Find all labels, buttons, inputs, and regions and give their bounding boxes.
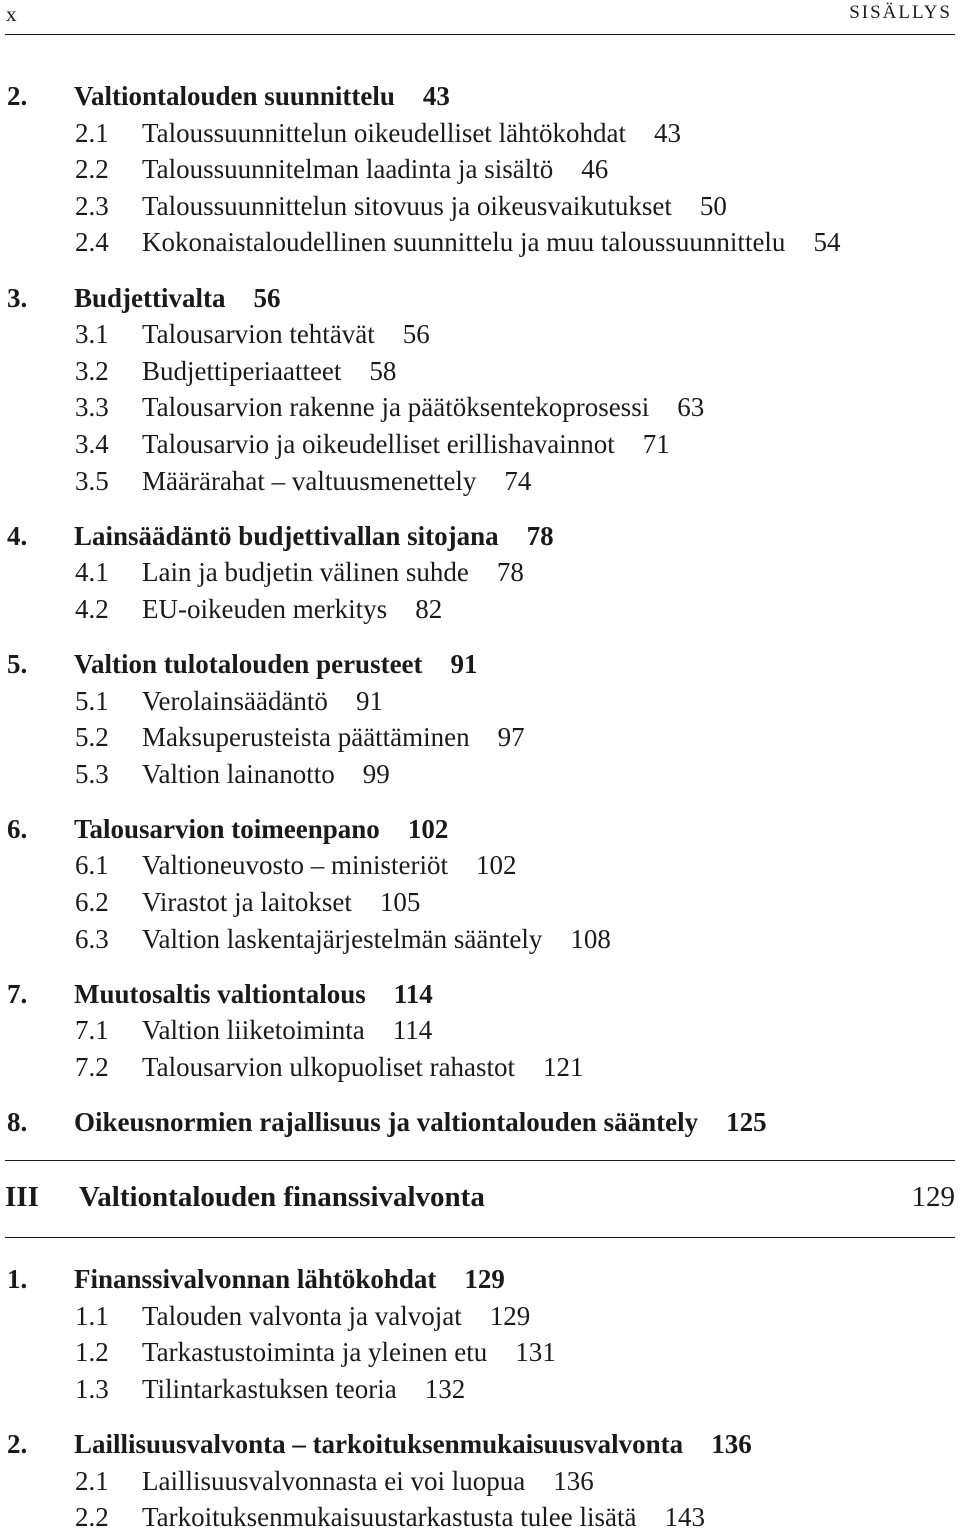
part-page: 129	[911, 1181, 955, 1213]
section-entry-number: 6.1	[75, 850, 109, 881]
chapter-entry-page: 43	[422, 81, 450, 111]
section-entry-page: 91	[355, 685, 383, 716]
chapter-entry-title: Valtion tulotalouden perusteet	[74, 648, 423, 679]
section-entry	[75, 317, 430, 351]
section-entry-title: Lain ja budjetin välinen suhde	[142, 557, 469, 588]
chapter-entry-number: 4.	[7, 520, 28, 551]
section-entry	[75, 427, 670, 461]
chapter-entry-title: Budjettivalta	[74, 282, 226, 313]
chapter-entry-number: 3.	[7, 282, 28, 313]
section-entry-number: 3.4	[75, 428, 109, 459]
chapter-entry-page: 91	[450, 648, 478, 679]
chapter-entry-title: Lainsäädäntö budjettivallan sitojana	[74, 520, 499, 551]
section-entry	[75, 1500, 705, 1534]
section-entry-page: 143	[664, 1502, 705, 1533]
section-entry-title: Maksuperusteista päättäminen	[142, 722, 470, 753]
chapter-entry-page: 136	[711, 1428, 752, 1459]
section-entry-page: 105	[379, 887, 421, 917]
section-entry-page: 58	[369, 355, 397, 386]
section-entry-title: Valtion lainanotto	[142, 758, 335, 789]
chapter-entry-page: 102	[407, 813, 449, 844]
section-entry	[75, 1299, 530, 1333]
section-entry-title: Laillisuusvalvonnasta ei voi luopua	[142, 1465, 526, 1496]
section-entry-number: 2.1	[75, 1465, 109, 1496]
section-entry-page: 50	[699, 190, 727, 221]
section-entry-page: 74	[504, 465, 532, 496]
section-entry-title: Tilintarkastuksen teoria	[142, 1373, 397, 1404]
section-entry	[75, 592, 442, 626]
page-number: x	[6, 2, 18, 26]
section-entry	[75, 189, 727, 223]
section-entry-number: 6.3	[75, 923, 109, 954]
section-entry-page: 131	[515, 1337, 556, 1368]
section-entry-number: 3.2	[75, 355, 109, 386]
section-entry-title: Kokonaistaloudellinen suunnittelu ja muu taloussuunnittelu	[142, 227, 786, 258]
section-entry-page: 108	[570, 923, 611, 954]
section-entry-number: 5.3	[75, 758, 109, 789]
section-entry	[75, 922, 611, 956]
section-entry-title: Taloussuunnittelun oikeudelliset lähtökohdat	[142, 117, 627, 148]
section-entry-title: Tarkastustoiminta ja yleinen etu	[142, 1337, 488, 1368]
chapter-entry-page: 114	[393, 978, 433, 1009]
section-entry	[75, 1013, 432, 1047]
section-entry-title: Talousarvion tehtävät	[142, 319, 375, 350]
section-entry	[75, 885, 420, 919]
chapter-entry-number: 1.	[7, 1264, 28, 1294]
section-entry-page: 78	[496, 557, 524, 588]
chapter-entry-page: 56	[253, 282, 281, 313]
section-entry-page: 82	[415, 593, 443, 624]
section-entry	[75, 225, 840, 259]
part-title: Valtiontalouden finanssivalvonta	[79, 1181, 485, 1213]
section-entry	[75, 1335, 556, 1369]
chapter-entry-title: Finanssivalvonnan lähtökohdat	[74, 1264, 437, 1294]
section-entry	[75, 555, 524, 589]
section-entry	[75, 757, 390, 791]
section-entry-number: 2.1	[75, 117, 109, 148]
section-entry-title: Tarkoituksenmukaisuustarkastusta tulee lisätä	[142, 1502, 637, 1533]
section-entry-title: Taloussuunnitelman laadinta ja sisältö	[142, 154, 554, 185]
section-entry-page: 121	[543, 1051, 584, 1082]
section-entry-number: 5.2	[75, 722, 109, 753]
section-entry	[75, 152, 608, 186]
section-entry-title: Budjettiperiaatteet	[142, 355, 342, 386]
chapter-entry-title: Muutosaltis valtiontalous	[74, 978, 366, 1009]
section-entry	[75, 116, 681, 150]
chapter-entry-number: 8.	[7, 1107, 28, 1137]
section-entry-number: 5.1	[75, 685, 109, 716]
section-entry	[75, 684, 383, 718]
chapter-entry-number: 6.	[7, 813, 28, 844]
section-entry-page: 71	[642, 428, 670, 459]
chapter-entry	[7, 977, 433, 1011]
section-entry-number: 3.3	[75, 392, 109, 423]
chapter-entry	[7, 647, 478, 681]
chapter-entry-page: 129	[464, 1264, 505, 1294]
chapter-entry-number: 7.	[7, 978, 28, 1009]
part-rule-top	[5, 1160, 955, 1161]
section-entry-page: 102	[475, 850, 517, 881]
section-entry	[75, 720, 525, 754]
section-entry-title: EU-oikeuden merkitys	[142, 593, 388, 624]
section-entry-number: 2.2	[75, 1502, 109, 1533]
chapter-entry	[7, 812, 448, 846]
section-entry	[75, 464, 531, 498]
section-entry-page: 97	[497, 722, 525, 753]
section-entry-number: 7.1	[75, 1015, 109, 1046]
section-entry-page: 129	[489, 1300, 531, 1331]
section-entry-page: 114	[392, 1015, 433, 1046]
section-entry-title: Valtion liiketoiminta	[142, 1015, 365, 1046]
section-entry-title: Taloussuunnittelun sitovuus ja oikeusvaikutukset	[142, 190, 672, 221]
section-entry-number: 4.1	[75, 557, 109, 588]
section-entry-page: 54	[813, 227, 841, 258]
section-entry-number: 4.2	[75, 593, 109, 624]
section-entry-number: 6.2	[75, 887, 109, 917]
section-entry-page: 63	[677, 392, 705, 423]
section-entry-number: 1.3	[75, 1373, 109, 1404]
part-number: III	[5, 1181, 39, 1213]
section-entry-page: 136	[553, 1465, 594, 1496]
chapter-entry	[7, 1262, 505, 1296]
chapter-entry-page: 125	[726, 1107, 767, 1137]
page-header	[0, 0, 960, 30]
chapter-entry-number: 2.	[7, 81, 28, 111]
section-entry-title: Valtion laskentajärjestelmän sääntely	[142, 923, 543, 954]
section-entry	[75, 390, 704, 424]
section-entry	[75, 1372, 465, 1406]
chapter-entry-title: Laillisuusvalvonta – tarkoituksenmukaisuusvalvonta	[74, 1428, 684, 1459]
chapter-entry-number: 2.	[7, 1428, 28, 1459]
section-entry-page: 132	[424, 1373, 466, 1404]
section-entry-number: 3.1	[75, 319, 109, 350]
section-entry-title: Valtioneuvosto – ministeriöt	[142, 850, 448, 881]
section-entry-number: 3.5	[75, 465, 109, 496]
section-entry-number: 1.1	[75, 1300, 109, 1331]
chapter-entry	[7, 281, 281, 315]
chapter-entry	[7, 79, 450, 113]
section-entry-number: 1.2	[75, 1337, 109, 1368]
section-entry-page: 46	[581, 154, 609, 185]
header-rule	[5, 34, 955, 35]
chapter-entry-title: Talousarvion toimeenpano	[74, 813, 380, 844]
section-entry-number: 7.2	[75, 1051, 109, 1082]
section-entry-number: 2.3	[75, 190, 109, 221]
section-entry-title: Virastot ja laitokset	[142, 887, 352, 917]
chapter-entry-number: 5.	[7, 648, 28, 679]
section-entry-title: Talousarvio ja oikeudelliset erillishavainnot	[142, 428, 615, 459]
section-entry-page: 56	[402, 319, 430, 350]
chapter-entry	[7, 1427, 752, 1461]
chapter-entry-title: Valtiontalouden suunnittelu	[74, 81, 395, 111]
section-entry-title: Verolainsäädäntö	[142, 685, 328, 716]
chapter-entry-page: 78	[526, 520, 554, 551]
chapter-entry-title: Oikeusnormien rajallisuus ja valtiontalouden sääntely	[74, 1107, 699, 1137]
section-entry-title: Talousarvion ulkopuoliset rahastot	[142, 1051, 516, 1082]
section-entry-number: 2.2	[75, 154, 109, 185]
section-entry-title: Talousarvion rakenne ja päätöksentekoprosessi	[142, 392, 650, 423]
section-entry	[75, 1050, 584, 1084]
section-entry-number: 2.4	[75, 227, 109, 258]
chapter-entry	[7, 519, 554, 553]
section-entry-page: 43	[654, 117, 682, 148]
section-entry-title: Talouden valvonta ja valvojat	[142, 1300, 462, 1331]
section-entry	[75, 848, 516, 882]
section-entry-page: 99	[362, 758, 390, 789]
section-entry	[75, 1464, 594, 1498]
part-rule-bottom	[5, 1237, 955, 1238]
running-title: SISÄLLYS	[849, 2, 952, 23]
chapter-entry	[7, 1105, 767, 1139]
section-entry	[75, 354, 396, 388]
section-entry-title: Määrärahat – valtuusmenettely	[142, 465, 477, 496]
